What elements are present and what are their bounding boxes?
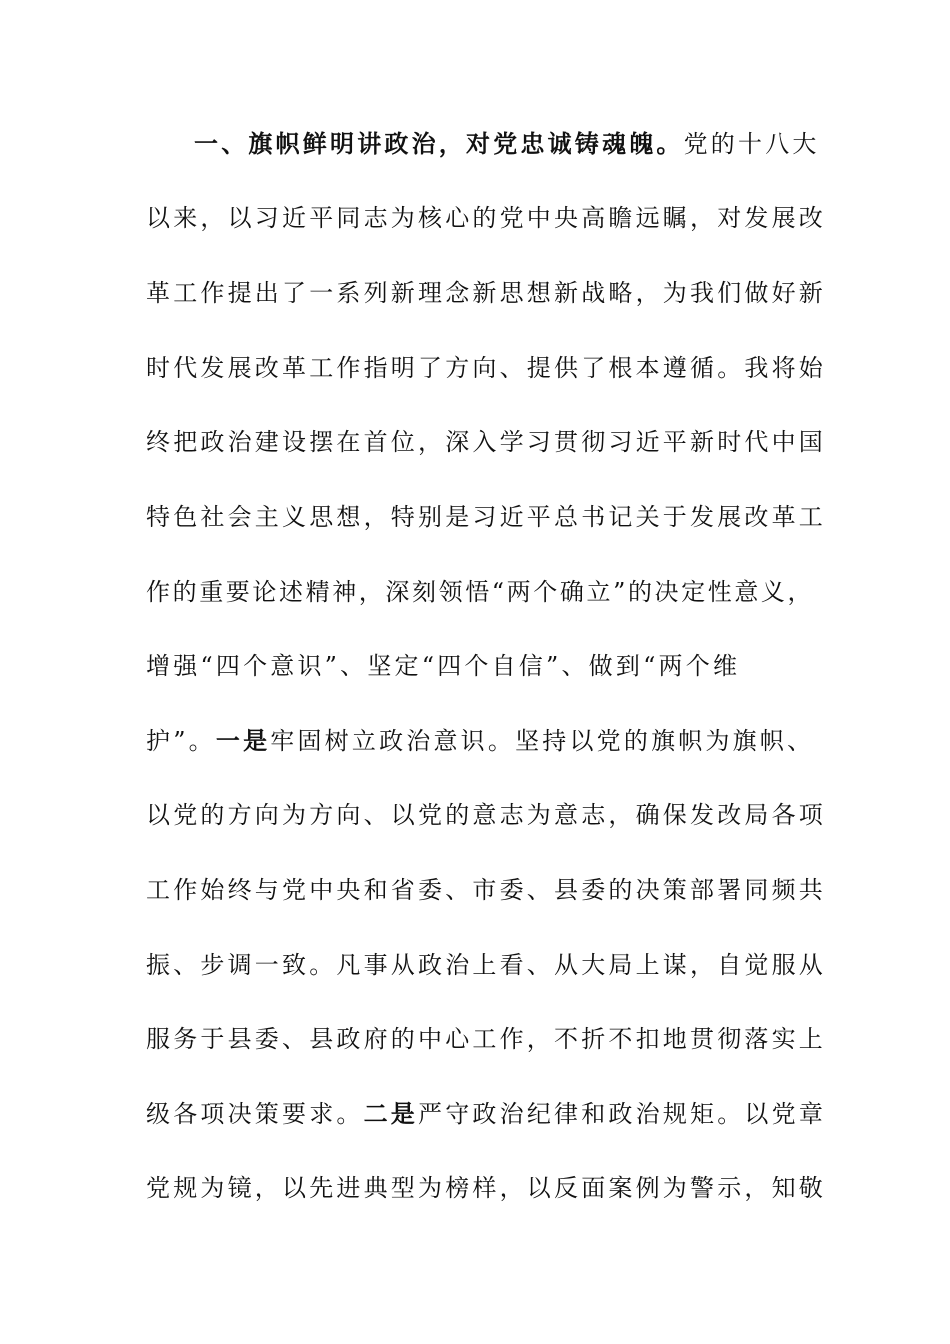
paragraph-line-4: 时代发展改革工作指明了方向、提供了根本遵循。我将始 <box>146 354 826 382</box>
paragraph-line-15: 党规为镜，以先进典型为榜样，以反面案例为警示，知敬 <box>146 1174 826 1202</box>
point-marker-two: 二是 <box>363 1100 419 1128</box>
paragraph-line-11: 工作始终与党中央和省委、市委、县委的决策部署同频共 <box>146 876 826 904</box>
point-marker-one: 一是 <box>215 727 271 755</box>
paragraph-line-14 <box>146 1094 827 1134</box>
paragraph-line-12: 振、步调一致。凡事从政治上看、从大局上谋，自觉服从 <box>146 951 826 979</box>
paragraph-line-10: 以党的方向为方向、以党的意志为意志，确保发改局各项 <box>146 801 826 829</box>
paragraph-line-9 <box>146 721 815 761</box>
paragraph-line-7: 作的重要论述精神，深刻领悟“两个确立”的决定性意义， <box>146 578 815 606</box>
paragraph-line-8: 增强“四个意识”、坚定“四个自信”、做到“两个维 <box>146 652 741 680</box>
line-text-pre: 级各项决策要求。 <box>146 1100 364 1128</box>
paragraph-line-3: 革工作提出了一系列新理念新思想新战略，为我们做好新 <box>146 279 826 307</box>
paragraph-line-1 <box>194 124 854 164</box>
line-text: 严守政治纪律和政治规矩。以党章 <box>418 1100 827 1128</box>
paragraph-line-5: 终把政治建设摆在首位，深入学习贯彻习近平新时代中国 <box>146 428 826 456</box>
line-text: 牢固树立政治意识。坚持以党的旗帜为旗帜、 <box>270 727 815 755</box>
section-heading: 一、旗帜鲜明讲政治，对党忠诚铸魂魄。 <box>194 130 684 158</box>
paragraph-line-2: 以来，以习近平同志为核心的党中央高瞻远瞩，对发展改 <box>146 204 826 232</box>
line-text-pre: 护”。 <box>146 727 216 755</box>
paragraph-line-13: 服务于县委、县政府的中心工作，不折不扣地贯彻落实上 <box>146 1025 826 1053</box>
paragraph-line-6: 特色社会主义思想，特别是习近平总书记关于发展改革工 <box>146 503 826 531</box>
line-text: 党的十八大 <box>683 130 820 158</box>
